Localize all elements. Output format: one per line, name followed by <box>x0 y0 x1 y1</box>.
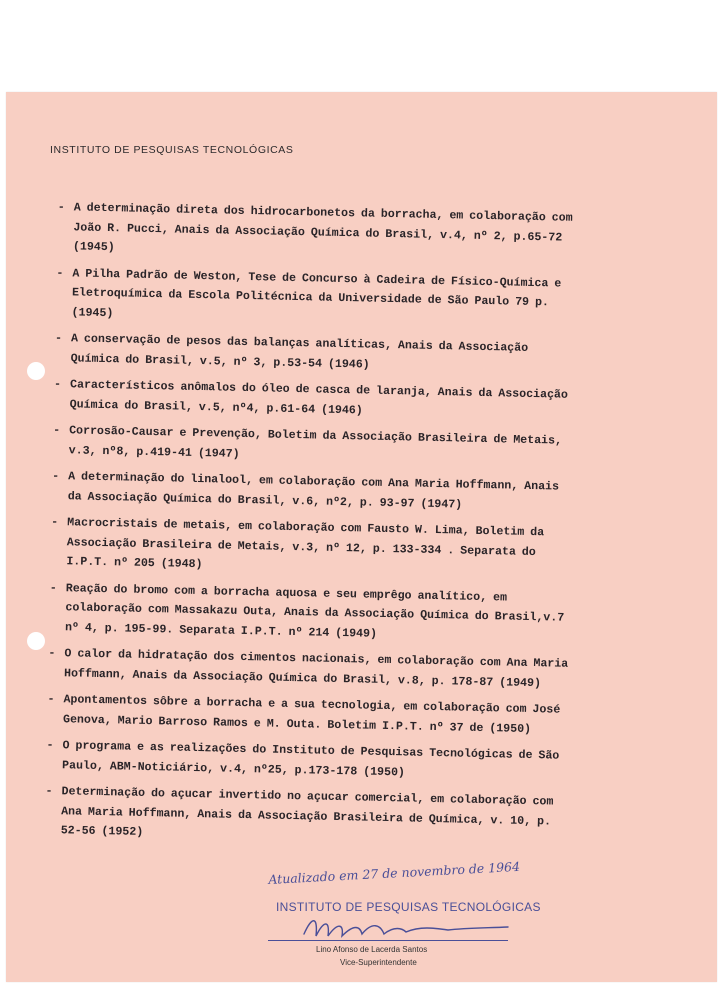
list-dash: - <box>56 266 64 280</box>
reference-item <box>55 263 578 332</box>
reference-item <box>50 513 573 582</box>
reference-item <box>48 644 571 694</box>
list-dash: - <box>48 646 56 661</box>
punch-hole <box>27 632 45 650</box>
list-dash: - <box>53 377 62 392</box>
signatory-role: Vice-Superintendente <box>340 958 417 967</box>
list-dash: - <box>52 469 60 484</box>
signature-icon <box>298 914 518 942</box>
reference-item <box>54 329 577 379</box>
reference-text: O programa e as realizações do Instituto de Pesquisas Tecnológicas de São Paulo, ABM-Noticiário, v.4, nº25, p.173-178 (1950) <box>61 739 560 779</box>
reference-text: A Pilha Padrão de Weston, Tese de Concurso à Cadeira de Físico-Química e Eletroquímica da Escola Politécnica da Universidade de São Paulo 79 p. (1945) <box>71 266 562 320</box>
reference-item <box>53 421 576 471</box>
letterhead: INSTITUTO DE PESQUISAS TECNOLÓGICAS <box>50 144 294 156</box>
reference-item <box>47 690 570 740</box>
punch-hole <box>27 362 45 380</box>
reference-text: A conservação de pesos das balanças analíticas, Anais da Associação Química do Brasil, v.5, nº 3, p.53-54 (1946) <box>70 332 529 372</box>
reference-item <box>53 375 576 425</box>
reference-text: Característicos anômalos do óleo de casca de laranja, Anais da Associação Química do Brasil, v.5, nº4, p.61-64 (1946) <box>69 378 569 417</box>
list-dash: - <box>45 784 53 799</box>
reference-text: Macrocristais de metais, em colaboração com Fausto W. Lima, Boletim da Associação Brasileira de Metais, v.3, nº 12, p. 133-334 . Separata do I.P.T. nº 205 (1948) <box>66 516 545 572</box>
reference-text: Reação do bromo com a borracha aquosa e seu emprêgo analítico, em colaboração com Massakazu Outa, Anais da Associação Química do Brasil,v.7 nº 4, p. 195-99. Separata I.P.T. nº 214 (1949) <box>64 581 565 641</box>
handwritten-update-note: Atualizado em 27 de novembro de 1964 <box>268 858 521 887</box>
list-dash: - <box>54 331 63 346</box>
list-dash: - <box>47 692 55 707</box>
list-dash: - <box>57 200 65 215</box>
list-dash: - <box>52 423 61 438</box>
list-dash: - <box>51 515 59 530</box>
reference-text: Corrosão-Causar e Prevenção, Boletim da Associação Brasileira de Metais, v.3, nº8, p.419-41 (1947) <box>68 424 563 461</box>
official-stamp <box>268 858 541 972</box>
reference-text: Apontamentos sôbre a borracha e a sua tecnologia, em colaboração com José Genova, Mario Barroso Ramos e M. Outa. Boletim I.P.T. nº 37 de (1950) <box>62 693 561 736</box>
reference-item <box>57 198 580 267</box>
reference-item <box>45 782 568 851</box>
reference-list <box>44 198 579 858</box>
reference-item <box>52 467 575 517</box>
list-dash: - <box>49 581 57 595</box>
list-dash: - <box>46 738 54 753</box>
reference-text: O calor da hidratação dos cimentos nacionais, em colaboração com Ana Maria Hoffmann, Anais da Associação Química do Brasil, v.8, p. 178-87 (1949) <box>63 647 569 690</box>
stamp-institution: INSTITUTO DE PESQUISAS TECNOLÓGICAS <box>276 900 541 914</box>
signatory-name: Lino Afonso de Lacerda Santos <box>316 945 428 954</box>
reference-text: Determinação do açucar invertido no açucar comercial, em colaboração com Ana Maria Hoffmann, Anais da Associação Brasileira de Química, v. 10, p. 52-56 (1952) <box>60 785 554 839</box>
reference-item <box>49 578 572 647</box>
signature-line <box>268 940 508 941</box>
reference-text: A determinação do linalool, em colaboração com Ana Maria Hoffmann, Anais da Associação Química do Brasil, v.6, nº2, p. 93-97 (1947) <box>67 470 560 512</box>
reference-item <box>46 736 569 786</box>
document-page <box>6 92 717 982</box>
reference-text: A determinação direta dos hidrocarbonetos da borracha, em colaboração com João R. Pucci, Anais da Associação Química do Brasil, v.4, nº 2, p.65-72 (1945) <box>72 201 573 255</box>
